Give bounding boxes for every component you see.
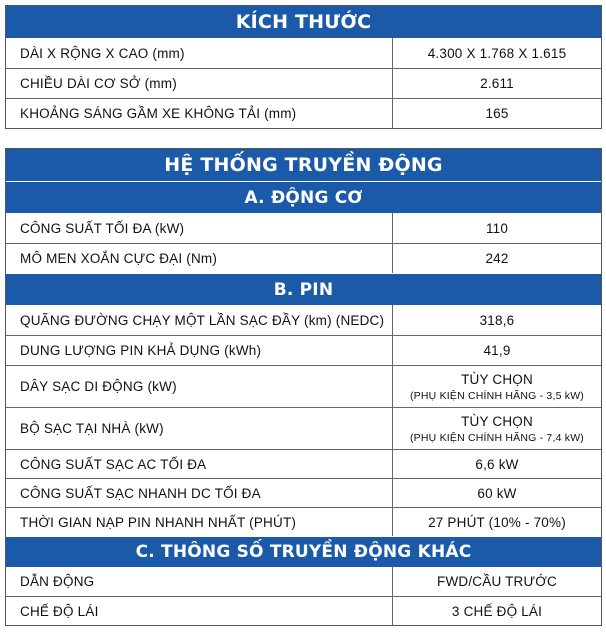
row-label: CÔNG SUẤT TỐI ĐA (kW) <box>6 213 393 243</box>
row-value: 2.611 <box>480 76 514 91</box>
table-row <box>6 507 601 536</box>
powertrain-header: HỆ THỐNG TRUYỀN ĐỘNG <box>6 149 601 181</box>
row-label: MÔ MEN XOẮN CỰC ĐẠI (Nm) <box>6 244 393 273</box>
table-row <box>6 478 601 507</box>
row-label: DÀI X RỘNG X CAO (mm) <box>6 38 393 68</box>
row-label: CHẾ ĐỘ LÁI <box>6 597 393 625</box>
table-row <box>6 243 601 273</box>
row-label: QUÃNG ĐƯỜNG CHẠY MỘT LẦN SẠC ĐẦY (km) (NEDC) <box>6 305 393 335</box>
row-label: CÔNG SUẤT SẠC NHANH DC TỐI ĐA <box>6 479 393 507</box>
row-label: DÂY SẠC DI ĐỘNG (kW) <box>6 366 393 407</box>
row-label: CHIỀU DÀI CƠ SỞ (mm) <box>6 69 393 98</box>
row-note: (PHỤ KIỆN CHÍNH HÃNG - 7,4 kW) <box>409 431 584 444</box>
other-drivetrain-subheader: C. THÔNG SỐ TRUYỀN ĐỘNG KHÁC <box>6 536 601 567</box>
row-label: DUNG LƯỢNG PIN KHẢ DỤNG (kWh) <box>6 336 393 365</box>
powertrain-table <box>5 148 602 626</box>
dimensions-header: KÍCH THƯỚC <box>6 6 601 38</box>
row-value: 41,9 <box>483 343 511 358</box>
row-value: TÙY CHỌN (PHỤ KIỆN CHÍNH HÃNG - 7,4 kW) <box>409 413 584 444</box>
table-row <box>6 335 601 365</box>
table-row <box>6 98 601 128</box>
engine-subheader: A. ĐỘNG CƠ <box>6 181 601 213</box>
table-row <box>6 567 601 596</box>
row-value: 3 CHẾ ĐỘ LÁI <box>451 603 543 619</box>
row-value: 165 <box>485 106 509 121</box>
dimensions-table <box>5 5 602 129</box>
table-row <box>6 365 601 407</box>
row-value: 27 PHÚT (10% - 70%) <box>428 514 566 530</box>
row-value: 4.300 X 1.768 X 1.615 <box>427 45 567 61</box>
row-value: FWD/CẦU TRƯỚC <box>437 574 557 589</box>
table-row <box>6 38 601 68</box>
row-note: (PHỤ KIỆN CHÍNH HÃNG - 3,5 kW) <box>409 389 584 402</box>
row-label: DẪN ĐỘNG <box>6 567 393 596</box>
row-value: 242 <box>485 251 509 266</box>
row-label: THỜI GIAN NẠP PIN NHANH NHẤT (PHÚT) <box>6 508 393 536</box>
table-row <box>6 407 601 449</box>
table-row <box>6 305 601 335</box>
row-value: 60 kW <box>477 485 517 501</box>
table-row <box>6 213 601 243</box>
table-row <box>6 449 601 478</box>
row-label: KHOẢNG SÁNG GẦM XE KHÔNG TẢI (mm) <box>6 99 393 128</box>
row-label: CÔNG SUẤT SẠC AC TỐI ĐA <box>6 450 393 478</box>
table-row <box>6 596 601 625</box>
table-row <box>6 68 601 98</box>
row-value: 318,6 <box>479 312 515 328</box>
row-value: 110 <box>485 220 509 236</box>
row-value: 6,6 kW <box>475 456 519 472</box>
battery-subheader: B. PIN <box>6 273 601 305</box>
row-label: BỘ SẠC TẠI NHÀ (kW) <box>6 408 393 449</box>
row-value: TÙY CHỌN (PHỤ KIỆN CHÍNH HÃNG - 3,5 kW) <box>409 371 584 402</box>
